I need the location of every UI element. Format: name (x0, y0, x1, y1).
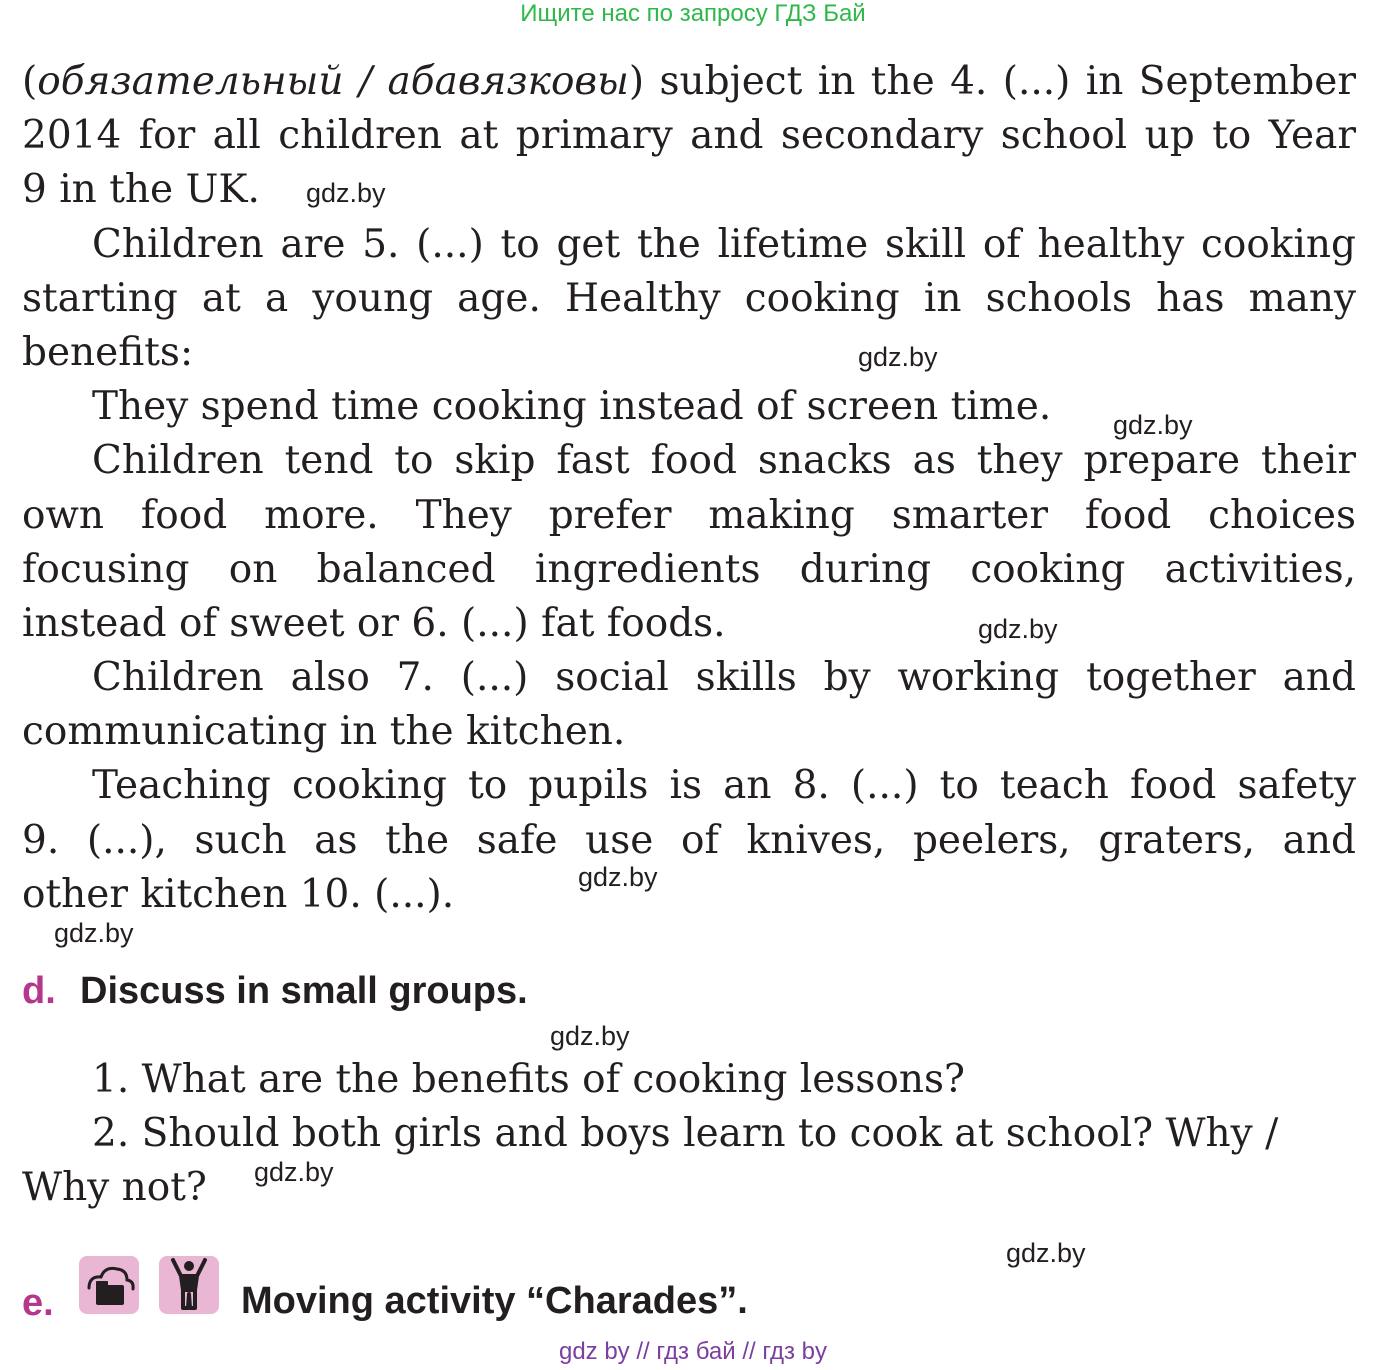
cloud-folder-icon (79, 1256, 139, 1314)
watermark: gdz.by (1006, 1238, 1086, 1268)
watermark: gdz.by (254, 1157, 334, 1187)
passage-line: benefits: (22, 329, 194, 375)
section-e-letter: e. (22, 1282, 54, 1324)
top-banner: Ищите нас по запросу ГДЗ Бай (520, 0, 866, 27)
passage-line: 2014 for all children at primary and secondary school up to Year (22, 113, 1356, 159)
passage-line: focusing on balanced ingredients during cooking activities, (22, 546, 1356, 592)
person-arms-up-icon (159, 1256, 219, 1314)
passage-line: Children also 7. (...) social skills by working together and (92, 655, 1356, 701)
passage-line: starting at a young age. Healthy cooking in schools has many (22, 275, 1356, 321)
passage-line: Children are 5. (...) to get the lifetime skill of healthy cooking (92, 221, 1356, 267)
watermark: gdz.by (550, 1021, 630, 1051)
reading-passage (22, 55, 1356, 922)
passage-line (22, 55, 1356, 109)
watermark: gdz.by (978, 614, 1058, 644)
watermark: gdz.by (306, 178, 386, 208)
discussion-question: 2. Should both girls and boys learn to cook at school? Why / (92, 1111, 1279, 1156)
watermark: gdz.by (578, 862, 658, 892)
open-paren: ( (22, 59, 38, 104)
translation-hint: обязательный / абавязковы (37, 59, 629, 104)
passage-line: Teaching cooking to pupils is an 8. (...) to teach food safety (92, 763, 1356, 809)
passage-line: other kitchen 10. (...). (22, 871, 455, 917)
section-e-title: Moving activity “Charades”. (241, 1280, 748, 1322)
passage-line: They spend time cooking instead of screen time. (92, 384, 1052, 430)
footer-watermark: gdz by // гдз бай // гдз by (558, 1338, 828, 1365)
line-text: ) subject in the 4. (...) in September (628, 59, 1356, 104)
passage-line: 9. (...), such as the safe use of knives, peelers, graters, and (22, 817, 1356, 863)
watermark: gdz.by (54, 918, 134, 948)
passage-line: instead of sweet or 6. (...) fat foods. (22, 600, 726, 646)
section-d-letter: d. (22, 970, 56, 1012)
section-d-title: Discuss in small groups. (80, 970, 528, 1012)
discussion-question-cont: Why not? (22, 1165, 207, 1210)
watermark: gdz.by (858, 342, 938, 372)
passage-line: Children tend to skip fast food snacks as they prepare their (92, 438, 1356, 484)
passage-line: communicating in the kitchen. (22, 709, 626, 755)
passage-line: 9 in the UK. (22, 167, 260, 213)
passage-line: own food more. They prefer making smarter food choices (22, 492, 1356, 538)
discussion-question: 1. What are the benefits of cooking lessons? (92, 1057, 965, 1102)
watermark: gdz.by (1113, 410, 1193, 440)
